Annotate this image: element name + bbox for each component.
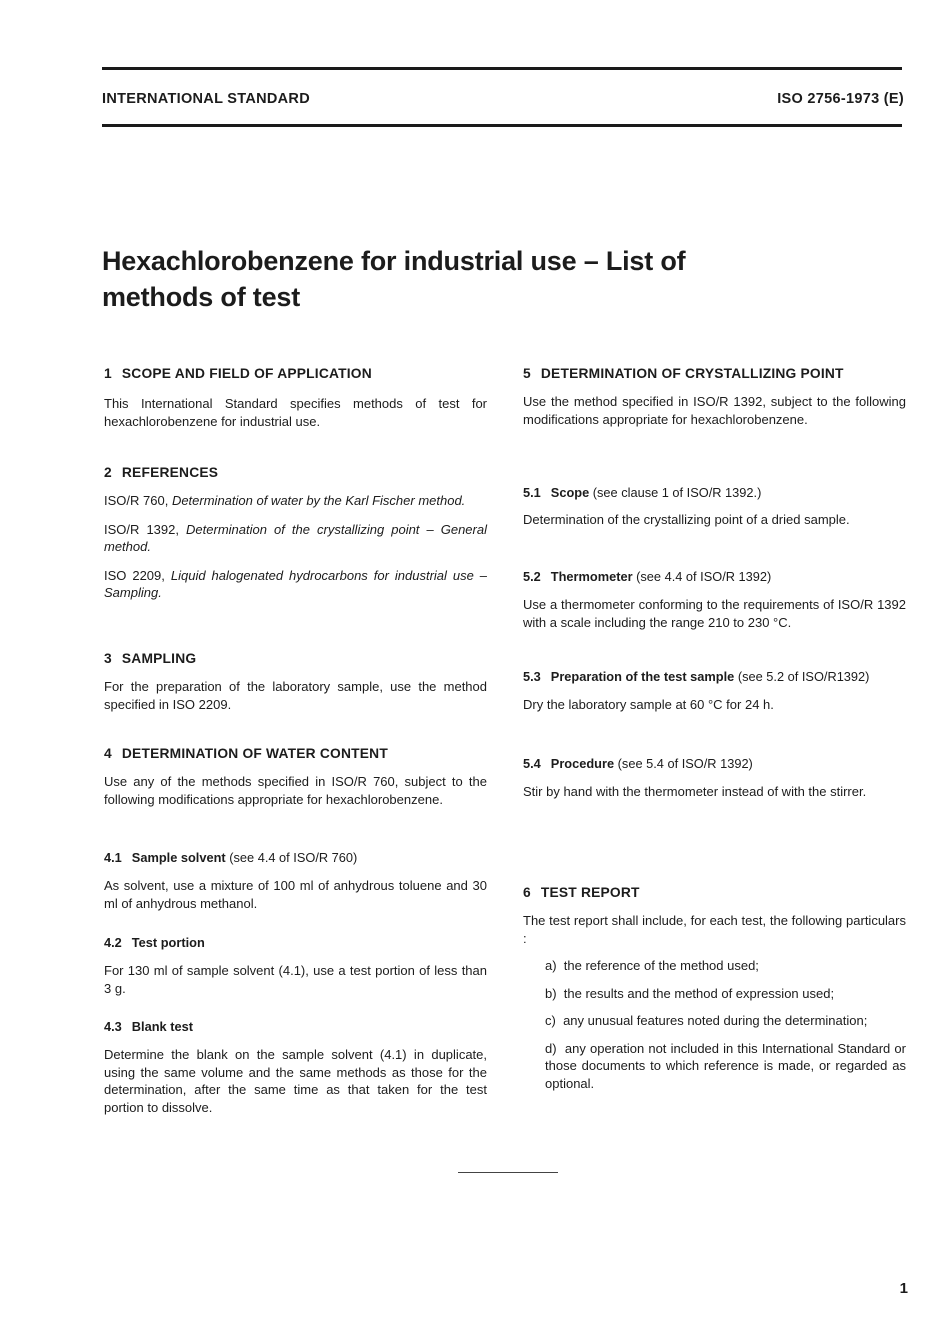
subsection-note: (see 4.4 of ISO/R 760) [229, 850, 358, 865]
subsection-5-1-heading [523, 485, 906, 500]
list-item-text: the reference of the method used; [563, 958, 759, 973]
subsection-5-4 [523, 756, 906, 801]
subsection-title: Blank test [131, 1019, 193, 1034]
section-3-text: For the preparation of the laboratory sample, use the method specified in ISO 2209. [104, 679, 487, 712]
subsection-4-1-heading [104, 850, 487, 865]
section-5-number: 5 [523, 366, 531, 381]
section-2-heading [104, 465, 487, 480]
header-standard-number: ISO 2756-1973 (E) [777, 91, 904, 107]
reference-code: ISO 2209, [104, 567, 165, 583]
section-4-number: 4 [104, 746, 112, 761]
subsection-4-3-text: Determine the blank on the sample solvent (4.1) in duplicate, using the same volume and the same methods as those for the determination, after the same time as that taken for the test portion to dissolve. [104, 1047, 487, 1115]
list-item [545, 1012, 906, 1030]
end-rule [458, 1172, 558, 1173]
subsection-title: Test portion [131, 935, 205, 950]
subsection-title: Sample solvent [131, 850, 226, 865]
subsection-note: (see 5.2 of ISO/R1392) [737, 669, 870, 684]
section-5-heading [523, 366, 906, 381]
list-item [545, 957, 906, 975]
section-5-title: DETERMINATION OF CRYSTALLIZING POINT [540, 366, 844, 381]
list-item-label: a) [545, 958, 557, 973]
section-3-number: 3 [104, 651, 112, 666]
subsection-number: 5.2 [523, 569, 541, 584]
section-3 [104, 651, 487, 713]
page-number: 1 [899, 1280, 908, 1297]
section-3-heading [104, 651, 487, 666]
section-4-heading [104, 746, 487, 761]
section-1-text: This International Standard specifies methods of test for hexachlorobenzene for industrial use. [104, 396, 487, 429]
reference-iso-r-760 [104, 492, 487, 510]
header-bottom-rule [102, 124, 902, 127]
subsection-title: Thermometer [550, 569, 633, 584]
subsection-5-4-heading [523, 756, 906, 771]
subsection-5-2-text: Use a thermometer conforming to the requirements of ISO/R 1392 with a scale including the range 210 to 230 °C. [523, 597, 906, 630]
subsection-5-1 [523, 485, 906, 529]
list-item-text: any operation not included in this International Standard or those documents to which reference is made, or regarded as optional. [545, 1040, 906, 1091]
subsection-5-2-heading [523, 569, 906, 584]
section-2 [104, 465, 487, 602]
subsection-title: Scope [550, 485, 590, 500]
list-item [545, 1040, 906, 1093]
section-1-heading [104, 366, 487, 381]
section-6-number: 6 [523, 885, 531, 900]
list-item-label: b) [545, 985, 557, 1001]
subsection-number: 5.4 [523, 756, 541, 771]
report-particulars-list [545, 957, 906, 1092]
subsection-title: Procedure [550, 756, 615, 771]
subsection-5-3-heading [523, 669, 906, 684]
list-item-text: any unusual features noted during the determination; [563, 1013, 868, 1028]
subsection-5-1-text: Determination of the crystallizing point of a dried sample. [523, 512, 850, 527]
section-6-title: TEST REPORT [540, 885, 640, 900]
reference-iso-r-1392 [104, 521, 487, 556]
section-6-text: The test report shall include, for each test, the following particulars : [523, 913, 906, 946]
section-6-heading [523, 885, 906, 900]
list-item [545, 985, 906, 1003]
reference-code: ISO/R 760, [104, 493, 169, 508]
subsection-note: (see 4.4 of ISO/R 1392) [636, 569, 772, 584]
subsection-5-4-text: Stir by hand with the thermometer instead of with the stirrer. [523, 784, 867, 799]
subsection-4-3-heading [104, 1019, 487, 1034]
subsection-4-2 [104, 935, 487, 997]
reference-iso-2209 [104, 567, 487, 602]
subsection-number: 5.1 [523, 485, 541, 500]
subsection-number: 4.1 [104, 850, 122, 865]
header-top-rule [102, 67, 902, 70]
reference-title: Determination of the crystallizing point – General method. [104, 521, 487, 554]
subsection-4-2-heading [104, 935, 487, 950]
section-1-title: SCOPE AND FIELD OF APPLICATION [121, 366, 372, 381]
reference-code: ISO/R 1392, [104, 521, 179, 537]
header-standard-label: INTERNATIONAL STANDARD [102, 91, 310, 107]
subsection-note: (see 5.4 of ISO/R 1392) [617, 756, 753, 771]
section-1-number: 1 [104, 366, 112, 381]
document-title: Hexachlorobenzene for industrial use – List of methods of test [102, 246, 686, 312]
subsection-5-3-text: Dry the laboratory sample at 60 °C for 24 h. [523, 697, 774, 712]
section-2-number: 2 [104, 465, 112, 480]
section-3-title: SAMPLING [121, 651, 197, 666]
subsection-note: (see clause 1 of ISO/R 1392.) [592, 485, 762, 500]
section-5-text: Use the method specified in ISO/R 1392, subject to the following modifications appropriate for hexachlorobenzene. [523, 394, 906, 427]
subsection-title: Preparation of the test sample [550, 669, 735, 684]
section-6 [523, 885, 906, 1092]
reference-title: Liquid halogenated hydrocarbons for industrial use – Sampling. [104, 567, 488, 600]
list-item-text: the results and the method of expression used; [563, 985, 835, 1001]
subsection-5-3 [523, 669, 906, 714]
subsection-5-2 [523, 569, 906, 631]
section-1 [104, 366, 487, 430]
section-2-title: REFERENCES [121, 465, 219, 480]
subsection-4-1-text: As solvent, use a mixture of 100 ml of anhydrous toluene and 30 ml of anhydrous methanol. [104, 878, 487, 911]
subsection-4-1 [104, 850, 487, 912]
subsection-number: 4.3 [104, 1019, 122, 1034]
list-item-label: d) [545, 1040, 557, 1056]
section-4-title: DETERMINATION OF WATER CONTENT [121, 746, 388, 761]
subsection-number: 4.2 [104, 935, 122, 950]
reference-title: Determination of water by the Karl Fischer method. [171, 493, 466, 508]
subsection-4-3 [104, 1019, 487, 1116]
subsection-number: 5.3 [523, 669, 541, 684]
section-5 [523, 366, 906, 428]
list-item-label: c) [545, 1013, 556, 1028]
section-4-text: Use any of the methods specified in ISO/R 760, subject to the following modifications appropriate for hexachlorobenzene. [104, 774, 487, 807]
subsection-4-2-text: For 130 ml of sample solvent (4.1), use a test portion of less than 3 g. [104, 963, 487, 996]
section-4 [104, 746, 487, 808]
